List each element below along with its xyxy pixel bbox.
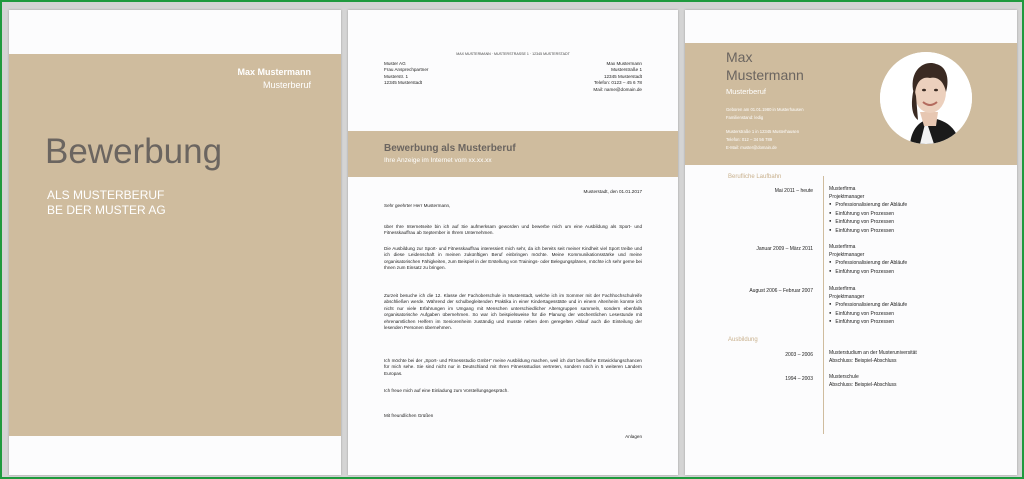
cv-personal-info: Familienstand: ledig [726, 115, 764, 120]
letter-paragraph: Zurzeit besuche ich die 12. Klasse der Fachoberschule in Musterstadt, welche ich im Sommer mit der Fachhochschulreife abschließen werde. Während der schulbegleitenden Praktika in einer Kindertagesstätte und in einem Altenheim konnte ich nicht nur viele Erfahrungen im Umgang mit Menschen unterschiedlicher Altersgruppen sammeln, sondern ebenfalls organisatorische Aufgaben übernehmen. So war ich beispielsweise für die Planung der wöchentlichen Lesestunde mit ehrenamtlichen Helfern im Seniorenheim zuständig und musste neben dem geregelten Ablauf auch die Einteilung der lesenden Personen übernehmen. [384, 293, 642, 331]
career-task: ● Einführung von Prozessen [829, 227, 907, 236]
cv-personal-info: Musterstraße 1 in 12345 Musterhausen [726, 129, 800, 134]
sender-line: Musterstraße 1 [611, 67, 642, 73]
letter-date: Musterstadt, den 01.01.2017 [583, 189, 642, 194]
timeline-divider [823, 176, 824, 434]
career-task: ● Professionalisierung der Abläufe [829, 201, 907, 210]
profile-photo [880, 52, 972, 144]
career-date: August 2006 – Februar 2007 [749, 288, 813, 294]
sender-line: 12345 Musterstadt [603, 73, 642, 79]
career-entry [829, 186, 907, 236]
cover-name: Max Mustermann [237, 67, 311, 77]
career-role: Projektmanager [829, 193, 865, 200]
career-task: ● Professionalisierung der Abläufe [829, 301, 907, 310]
letter-closing: Mit freundlichen Grüßen [384, 413, 434, 418]
career-entry [829, 286, 907, 327]
sender-line: Telefon: 0123 – 45 6 78 [593, 80, 642, 86]
education-degree: Abschluss: Beispiel-Abschluss [829, 381, 897, 388]
cv-personal-info: Telefon: 012 – 34 56 789 [726, 137, 773, 142]
sender-address-line: MAX MUSTERMANN · MUSTERSTRASSE 1 · 12345 MUSTERSTADT [456, 52, 570, 56]
education-date: 2003 – 2006 [785, 352, 813, 358]
education-entry [829, 350, 917, 365]
career-task: ● Einführung von Prozessen [829, 218, 907, 227]
cover-letter-page [348, 10, 678, 475]
letter-paragraph: über Ihre Internetseite bin ich auf Sie aufmerksam geworden und bewerbe mich um eine Ausbildung als Sport- und Fitnesskauffrau ab September in Ihrem Unternehmen. [384, 224, 642, 236]
letter-paragraph: Ich möchte bei der „Sport- und Fitnessstudio GmbH“ meine Ausbildung machen, weil ich dort berufliche Entwicklungschancen für mich sehe. Sie sind nicht nur in Deutschland mit Ihren Fitnessstudios vertreten, sondern noch in 5 weiteren Ländern Europas. [384, 358, 642, 376]
cv-personal-info: E-Mail: muster@domain.de [726, 145, 777, 150]
career-task: ● Einführung von Prozessen [829, 210, 907, 219]
cv-first-name: Max [726, 49, 753, 65]
cover-subtitle-line-1: ALS MUSTERBERUF [47, 188, 165, 202]
subject-band [348, 131, 678, 177]
career-company: Musterfirma [829, 286, 856, 292]
cv-job-title: Musterberuf [726, 87, 767, 96]
career-section-title: Berufliche Laufbahn [728, 174, 782, 180]
sender-line: Mail: name@domain.de [593, 86, 642, 92]
education-institution: Musterschule [829, 374, 859, 380]
letter-attachments: Anlagen [625, 434, 642, 439]
cover-job-title: Musterberuf [262, 80, 311, 90]
education-institution: Musterstudium an der Musteruniversität [829, 350, 917, 356]
letter-paragraph: Ich freue mich auf eine Einladung zum Vorstellungsgespräch. [384, 388, 509, 393]
career-company: Musterfirma [829, 186, 856, 192]
education-section-title: Ausbildung [728, 337, 758, 343]
cv-last-name: Mustermann [726, 67, 804, 83]
recipient-line: Musterstr. 1 [384, 73, 408, 79]
career-role: Projektmanager [829, 251, 865, 258]
career-date: Januar 2009 – März 2011 [756, 246, 813, 252]
cover-page [9, 10, 341, 475]
education-date: 1994 – 2003 [785, 376, 813, 382]
sender-line: Max Mustermann [606, 61, 642, 66]
letter-paragraph: Die Ausbildung zur Sport- und Fitnesskauffrau interessiert mich sehr, da ich bereits seit meiner Kindheit viel Sport treibe und ich diese Leidenschaft in meinen zukünftigen Beruf einbringen möchte. Meine Kommunikationsstärke und meine organisatorischen Fähigkeiten, zum Beispiel in der Erstellung von Trainings- oder Belegungsplänen, möchte ich sehr gerne bei Ihnen zum Einsatz zu bringen. [384, 246, 642, 271]
cover-title: Bewerbung [45, 132, 223, 171]
cover-color-band [9, 54, 341, 436]
career-date: Mai 2011 – heute [774, 188, 813, 194]
career-tasks [829, 259, 907, 276]
career-task: ● Professionalisierung der Abläufe [829, 259, 907, 268]
cv-personal-info: Geboren am 01.01.1980 in Musterhausen [726, 107, 804, 112]
career-task: ● Einführung von Prozessen [829, 318, 907, 327]
education-entry [829, 374, 897, 389]
recipient-line: Muster AG [384, 61, 406, 66]
recipient-line: 12345 Musterstadt [384, 80, 423, 86]
career-company: Musterfirma [829, 244, 856, 250]
career-tasks [829, 201, 907, 235]
recipient-line: Frau Ansprechpartner [384, 67, 429, 73]
letter-salutation: Sehr geehrter Herr Mustermann, [384, 203, 451, 208]
career-entry [829, 244, 907, 276]
letter-subject-reference: Ihre Anzeige im Internet vom xx.xx.xx [384, 157, 492, 164]
letter-subject: Bewerbung als Musterberuf [384, 143, 516, 154]
sender-address [593, 61, 642, 93]
cover-subtitle-line-2: BE DER MUSTER AG [47, 203, 166, 217]
person-portrait-icon [880, 52, 972, 144]
career-task: ● Einführung von Prozessen [829, 310, 907, 319]
career-task: ● Einführung von Prozessen [829, 268, 907, 277]
recipient-address [384, 61, 428, 87]
cv-page [685, 10, 1017, 475]
education-degree: Abschluss: Beispiel-Abschluss [829, 357, 897, 364]
career-role: Projektmanager [829, 293, 865, 300]
career-tasks [829, 301, 907, 327]
